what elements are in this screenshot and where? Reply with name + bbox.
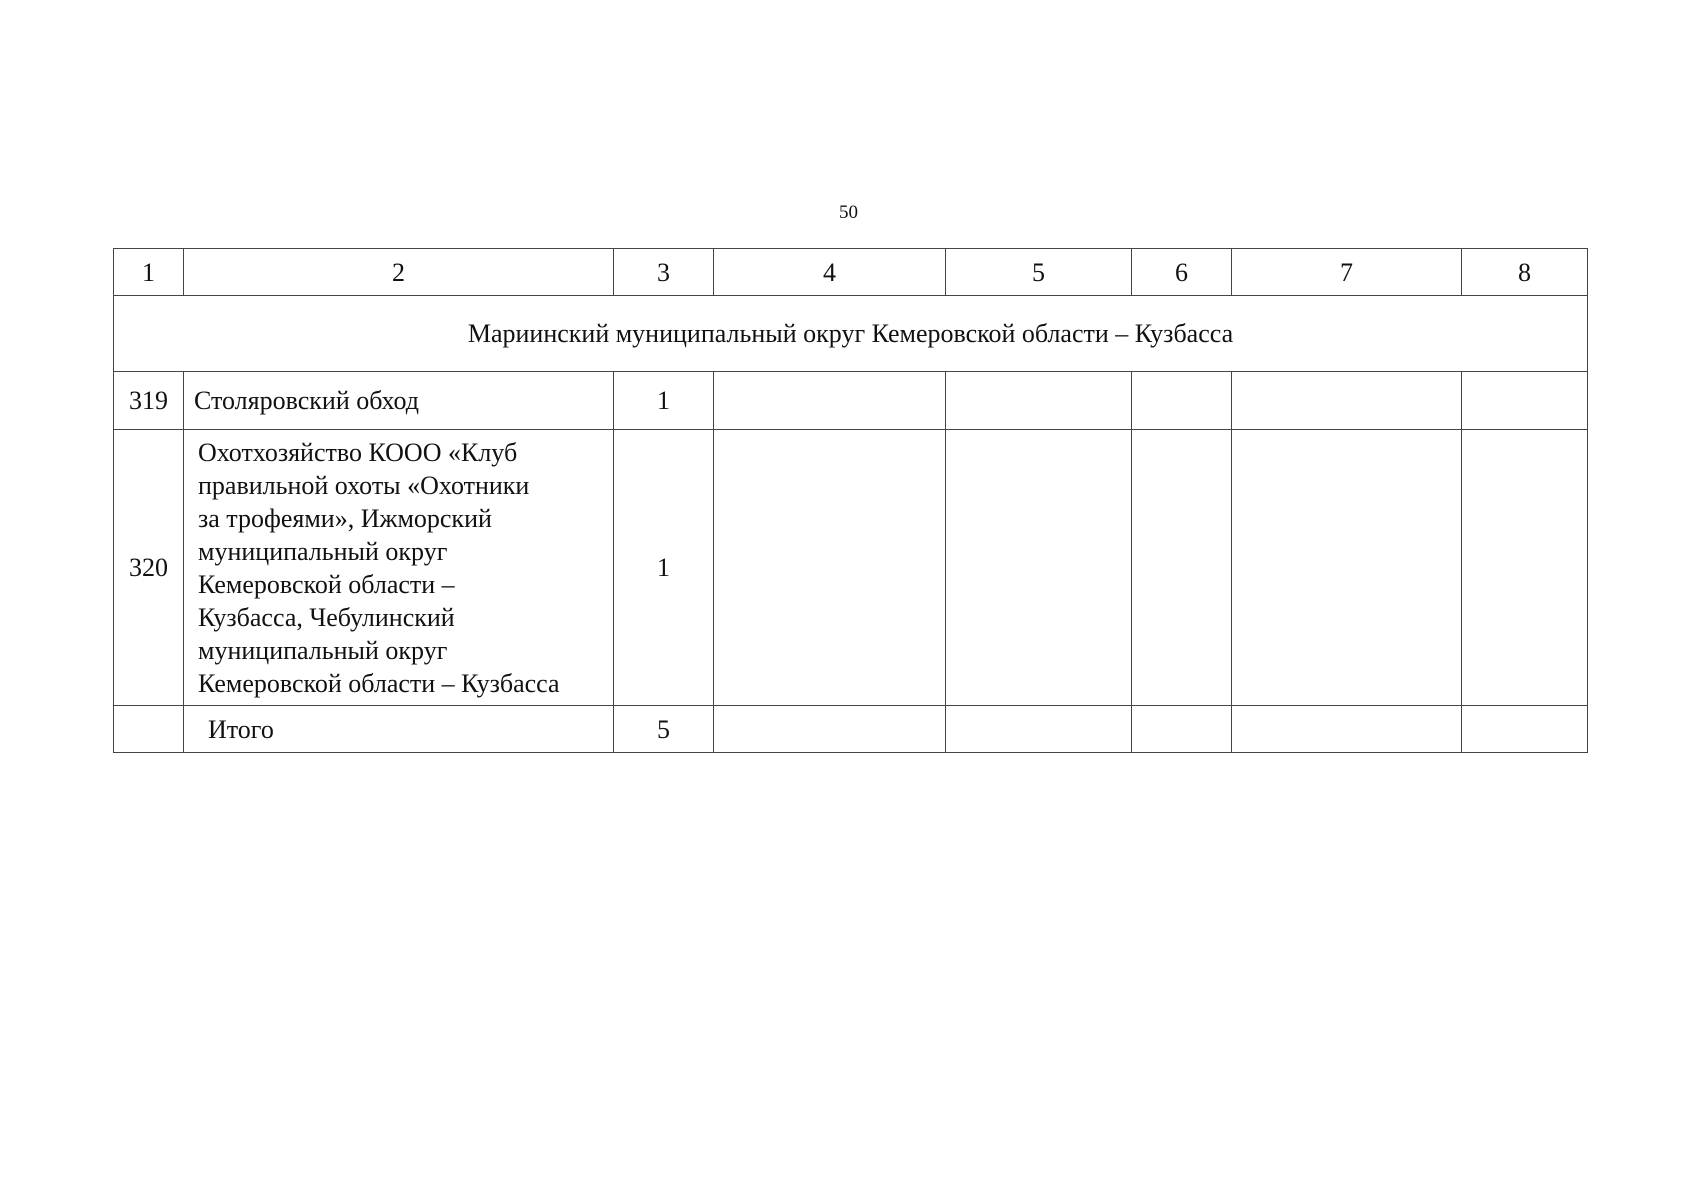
empty-cell — [1132, 706, 1232, 753]
empty-cell — [1462, 430, 1588, 706]
row-name-line: муниципальный округ — [198, 635, 448, 665]
column-header: 5 — [946, 249, 1132, 296]
row-number: 320 — [114, 430, 184, 706]
total-row — [114, 706, 1588, 753]
row-count: 1 — [614, 430, 714, 706]
row-name — [184, 372, 614, 430]
section-row — [114, 296, 1588, 372]
row-name-line: Столяровский обход — [194, 386, 419, 415]
empty-cell — [714, 706, 946, 753]
data-table — [113, 248, 1588, 753]
column-header: 3 — [614, 249, 714, 296]
empty-cell — [114, 706, 184, 753]
row-name-line: Кемеровской области – — [198, 569, 455, 599]
section-title: Мариинский муниципальный округ Кемеровской области – Кузбасса — [114, 296, 1588, 372]
total-label: Итого — [184, 706, 614, 753]
empty-cell — [1232, 372, 1462, 430]
row-name-line: правильной охоты «Охотники — [198, 470, 530, 500]
page-number: 50 — [839, 202, 858, 223]
column-header: 2 — [184, 249, 614, 296]
empty-cell — [1132, 372, 1232, 430]
empty-cell — [1132, 430, 1232, 706]
empty-cell — [714, 372, 946, 430]
total-count: 5 — [614, 706, 714, 753]
column-number-row — [114, 249, 1588, 296]
row-name-line: муниципальный округ — [198, 536, 448, 566]
empty-cell — [1462, 372, 1588, 430]
row-name-line: за трофеями», Ижморский — [198, 503, 492, 533]
row-count: 1 — [614, 372, 714, 430]
empty-cell — [946, 372, 1132, 430]
column-header: 6 — [1132, 249, 1232, 296]
empty-cell — [1232, 706, 1462, 753]
column-header: 8 — [1462, 249, 1588, 296]
table-row — [114, 430, 1588, 706]
column-header: 1 — [114, 249, 184, 296]
row-number: 319 — [114, 372, 184, 430]
table-row — [114, 372, 1588, 430]
empty-cell — [1462, 706, 1588, 753]
row-name-line: Охотхозяйство КООО «Клуб — [198, 437, 518, 467]
empty-cell — [1232, 430, 1462, 706]
column-header: 4 — [714, 249, 946, 296]
row-name-line: Кемеровской области – Кузбасса — [198, 668, 560, 698]
empty-cell — [946, 706, 1132, 753]
row-name — [184, 430, 614, 706]
empty-cell — [714, 430, 946, 706]
row-name-line: Кузбасса, Чебулинский — [198, 602, 455, 632]
column-header: 7 — [1232, 249, 1462, 296]
empty-cell — [946, 430, 1132, 706]
